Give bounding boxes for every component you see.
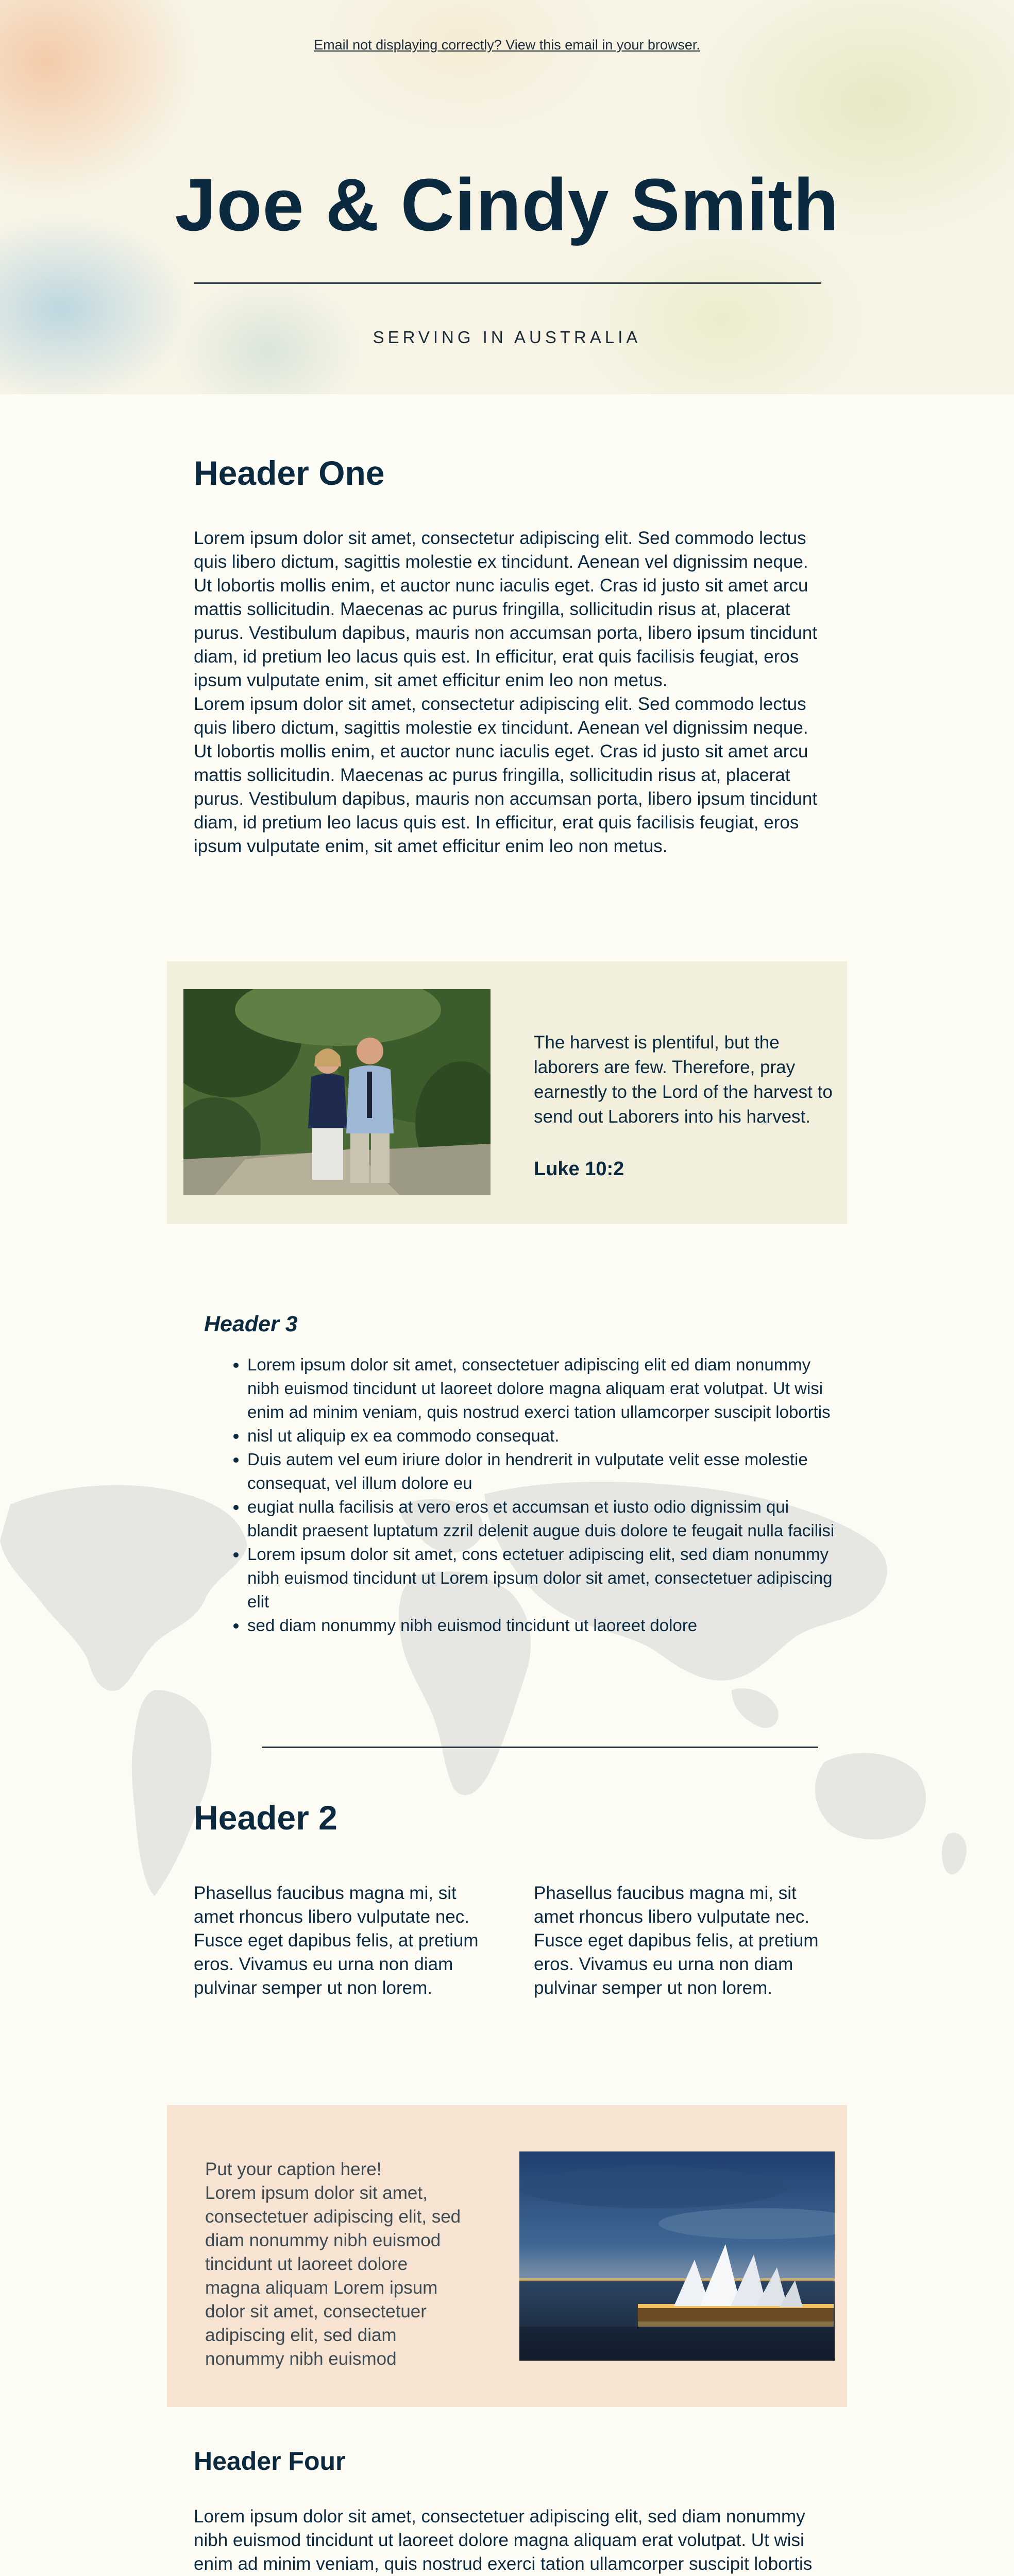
section-two-heading: Header 2 — [194, 1799, 337, 1837]
verse-text: The harvest is plentiful, but the laborers are few. Therefore, pray earnestly to the Lord of the harvest to send out Laborers into his harvest. — [534, 1032, 833, 1127]
section-one-paragraph: Lorem ipsum dolor sit amet, consectetur adipiscing elit. Sed commodo lectus quis libero dictum, sagittis molestie ex tincidunt. Aenean vel dignissim neque. Ut lobortis mollis enim, et auctor nunc iaculis eget. Cras id justo sit amet arcu mattis sollicitudin. Maecenas ac purus fringilla, sollicitudin risus at, placerat purus. Vestibulum dapibus, mauris non accumsan porta, libero ipsum tincidunt diam, id pretium leo lacus quis est. In efficitur, erat quis facilisis feugiat, eros ipsum vulputate enim, sit amet efficitur enim leo non metus. — [194, 528, 818, 690]
caption-block — [205, 2158, 463, 2371]
list-item: • Lorem ipsum dolor sit amet, cons ectetuer adipiscing elit, sed diam nonummy nibh euismod tincidunt ut Lorem ipsum dolor sit amet, consectetuer adipiscing elit — [247, 1543, 840, 1614]
caption-title: Put your caption here! — [205, 2159, 382, 2179]
bullet-list — [223, 1353, 840, 1637]
page-title: Joe & Cindy Smith — [175, 163, 839, 246]
opera-house-photo — [519, 2151, 835, 2361]
section-three-heading: Header 3 — [204, 1312, 298, 1336]
list-item: • eugiat nulla facilisis at vero eros et accumsan et iusto odio dignissim qui blandit praesent luptatum zzril delenit augue duis dolore te feugait nulla facilisi — [247, 1495, 840, 1543]
opera-house-illustration — [519, 2151, 835, 2361]
caption-text: Lorem ipsum dolor sit amet, consectetuer adipiscing elit, sed diam nonummy nibh euismod tincidunt ut laoreet dolore magna aliquam Lorem ipsum dolor sit amet, consectetuer adipiscing elit, sed diam nonummy nibh euismod — [205, 2183, 461, 2369]
list-item: • nisl ut aliquip ex ea commodo consequat. — [247, 1424, 840, 1448]
section-divider — [262, 1747, 818, 1748]
couple-photo — [183, 989, 491, 1195]
section-one-paragraph: Lorem ipsum dolor sit amet, consectetur adipiscing elit. Sed commodo lectus quis libero dictum, sagittis molestie ex tincidunt. Aenean vel dignissim neque. Ut lobortis mollis enim, et auctor nunc iaculis eget. Cras id justo sit amet arcu mattis sollicitudin. Maecenas ac purus fringilla, sollicitudin risus at, placerat purus. Vestibulum dapibus, mauris non accumsan porta, libero ipsum tincidunt diam, id pretium leo lacus quis est. In efficitur, erat quis facilisis feugiat, eros ipsum vulputate enim, sit amet efficitur enim leo non metus. — [194, 694, 818, 856]
section-four-body: Lorem ipsum dolor sit amet, consectetuer adipiscing elit, sed diam nonummy nibh euismod tincidunt ut laoreet dolore magna aliquam erat volutpat. Ut wisi enim ad minim veniam, quis nostrud exerci tation ullamcorper suscipit lobortis — [194, 2506, 813, 2574]
section-one-body — [194, 527, 823, 858]
section-two-left-column: Phasellus faucibus magna mi, sit amet rhoncus libero vulputate nec. Fusce eget dapibus felis, at pretium eros. Vivamus eu urna non diam pulvinar semper ut non lorem. — [194, 1883, 479, 1998]
section-four-heading: Header Four — [194, 2447, 346, 2476]
couple-photo-illustration — [183, 989, 491, 1195]
list-item: • Duis autem vel eum iriure dolor in hendrerit in vulputate velit esse molestie consequat, vel illum dolore eu — [247, 1448, 840, 1495]
header-divider — [194, 282, 821, 284]
section-two-right-column: Phasellus faucibus magna mi, sit amet rhoncus libero vulputate nec. Fusce eget dapibus felis, at pretium eros. Vivamus eu urna non diam pulvinar semper ut non lorem. — [534, 1883, 819, 1998]
verse-reference: Luke 10:2 — [534, 1158, 624, 1180]
section-one-heading: Header One — [194, 454, 385, 492]
view-in-browser-link[interactable]: Email not displaying correctly? View this email in your browser. — [314, 37, 700, 53]
list-item: • Lorem ipsum dolor sit amet, consectetuer adipiscing elit ed diam nonummy nibh euismod tincidunt ut laoreet dolore magna aliquam erat volutpat. Ut wisi enim ad minim veniam, quis nostrud exerci tation ullamcorper suscipit lobortis — [247, 1353, 840, 1424]
page-subtitle: SERVING IN AUSTRALIA — [373, 328, 641, 347]
list-item: • sed diam nonummy nibh euismod tincidunt ut laoreet dolore — [247, 1614, 840, 1637]
